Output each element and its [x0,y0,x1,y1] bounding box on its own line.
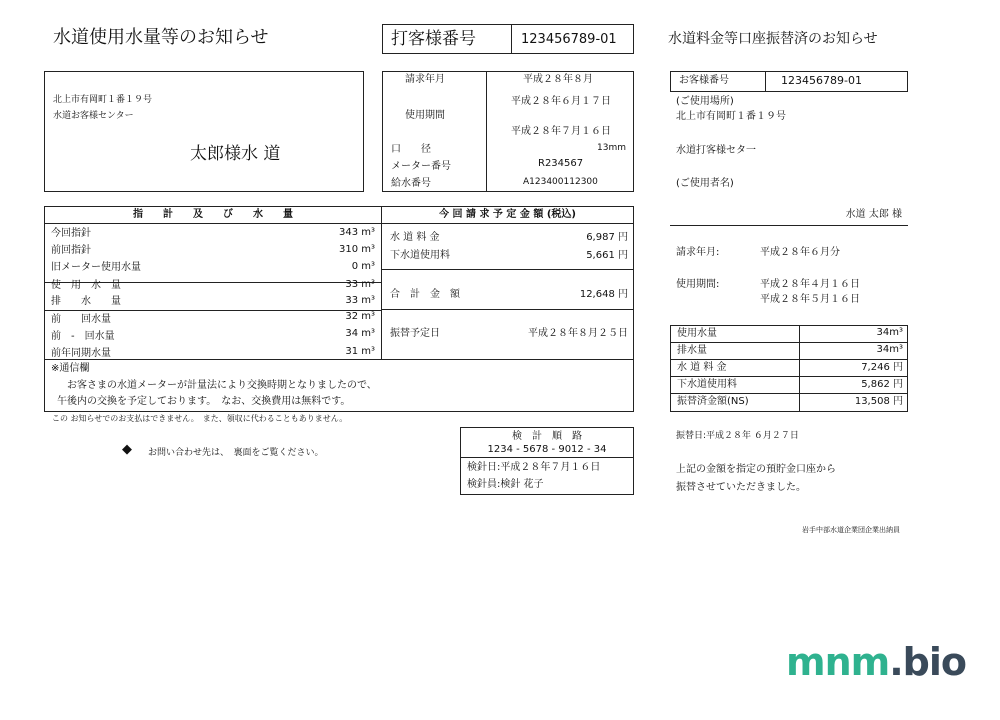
reading-value-drainage: 33 m³ [345,295,375,306]
reading-value-previous: 310 m³ [338,244,375,255]
charges-table [381,206,634,360]
reading-heading: 指 計 及 び 水 量 [133,209,293,220]
right-period-to: 平成２８年５月１６日 [760,294,860,305]
water-charge-label: 水 道 料 金 [390,232,440,243]
right-usage-value: 34m³ [876,327,903,338]
reading-label-old-meter: 旧メーター使用水量 [51,262,141,273]
right-month-value: 平成２８年６月分 [760,247,840,258]
bullet-icon: ◆ [122,442,132,457]
reading-value-last: 32 m³ [345,311,375,322]
right-period-from: 平成２８年４月１６日 [760,279,860,290]
transfer-date-label: 振替予定日 [390,328,440,339]
reading-label-year-ago: 前年同期水量 [51,348,111,359]
notice-line-2: 午後内の交換を予定しております。 なお、交換費用は無料です。 [57,396,351,407]
right-place-label: (ご使用場所) [676,96,734,107]
total-label: 合 計 金 額 [390,289,460,300]
notice-box [44,359,634,412]
right-message-1: 上記の金額を指定の預貯金口座から [676,464,836,475]
period-to: 平成２８年７月１６日 [511,126,611,137]
meter-number-label: メーター番号 [391,161,451,172]
center-text: 水道お客様センター [53,111,134,121]
right-sewer-value: 5,862 円 [861,379,903,390]
transfer-date-value: 平成２８年８月２５日 [528,328,628,339]
right-transferred-label: 振替済金額(NS) [677,396,749,407]
reading-value-current: 343 m³ [338,227,375,238]
inquiry-text: お問い合わせ先は、 裏面をご覧ください。 [148,448,324,458]
meter-reader-box [460,427,634,495]
meter-reader-route: 1234 - 5678 - 9012 - 34 [487,444,607,455]
right-address: 北上市有岡町１番１９号 [676,111,786,122]
sewer-charge-value: 5,661 円 [586,250,628,261]
right-month-label: 請求年月: [676,247,720,258]
right-transfer-date: 振替日:平成２８年 ６月２７日 [676,431,799,441]
right-footer: 岩手中部水道企業団企業出納員 [802,526,900,534]
customer-number-box [382,24,634,54]
right-water-value: 7,246 円 [861,362,903,373]
right-message-2: 振替させていただきました。 [676,482,806,493]
meter-reader-name: 検針員:検針 花子 [467,479,544,490]
supply-number-label: 給水番号 [391,178,431,189]
right-title: 水道料金等口座振替済のお知らせ [668,31,878,47]
customer-number-value: 123456789-01 [521,32,617,47]
billing-month-value: 平成２８年８月 [523,74,593,85]
meter-reader-date: 検針日:平成２８年７月１６日 [467,462,601,473]
right-sewer-label: 下水道使用料 [677,379,737,390]
water-charge-value: 6,987 円 [586,232,628,243]
reading-table [44,206,382,360]
meter-number-value: R234567 [538,158,584,169]
notice-line-3: この お知らせでのお支払はできません。 また、領収に代わることもありません。 [52,414,348,423]
period-from: 平成２８年６月１７日 [511,96,611,107]
sewer-charge-label: 下水道使用料 [390,250,450,261]
reading-value-year-ago: 31 m³ [345,346,375,357]
period-label: 使用期間 [405,110,445,121]
right-customer-number-value: 123456789-01 [781,74,862,87]
reading-value-before-last: 34 m³ [345,328,375,339]
address-text: 北上市有岡町１番１９号 [53,95,153,105]
reading-label-drainage: 排 水 量 [51,296,121,307]
supply-number-value: A123400112300 [523,177,598,187]
reading-label-before-last: 前 - 回水量 [51,331,115,342]
right-period-label: 使用期間: [676,279,720,290]
reading-label-usage: 使 用 水 量 [51,280,121,291]
notice-line-1: お客さまの水道メーターが計量法により交換時期となりましたので、 [67,380,377,391]
caliber-value: 13mm [597,143,626,153]
right-drainage-value: 34m³ [876,344,903,355]
right-customer-number-label: お客様番号 [679,75,729,86]
right-customer-number-box [670,71,908,92]
right-customer-name: 水道 太郎 様 [845,209,902,220]
reading-value-usage: 33 m³ [345,279,375,290]
address-box [44,71,364,192]
reading-label-last: 前 回水量 [51,314,111,325]
page-title: 水道使用水量等のお知らせ [53,27,269,48]
total-value: 12,648 円 [579,289,628,300]
brand-logo-part-2: .bio [889,640,967,684]
right-name-label: (ご使用者名) [676,178,734,189]
reading-label-previous: 前回指針 [51,245,91,256]
right-summary-table [670,325,908,412]
right-center: 水道打客様セタ一 [676,145,756,156]
right-drainage-label: 排水量 [677,345,707,356]
brand-logo-part-1: mnm [786,640,890,684]
right-transferred-value: 13,508 円 [854,396,903,407]
right-water-label: 水 道 料 金 [677,362,727,373]
billing-month-label: 請求年月 [405,74,445,85]
right-usage-label: 使用水量 [677,328,717,339]
charges-heading: 今 回 請 求 予 定 金 額 (税込) [439,209,576,220]
reading-label-current: 今回指針 [51,228,91,239]
meter-reader-heading: 検 計 順 路 [512,431,582,442]
caliber-label: 口 径 [391,144,431,155]
notice-title: ※通信欄 [51,363,90,374]
recipient-name: 太郎様水 道 [190,144,281,164]
reading-value-old-meter: 0 m³ [351,261,375,272]
brand-logo [786,640,966,684]
billing-info-box [382,71,634,192]
customer-number-label: 打客様番号 [391,29,476,49]
